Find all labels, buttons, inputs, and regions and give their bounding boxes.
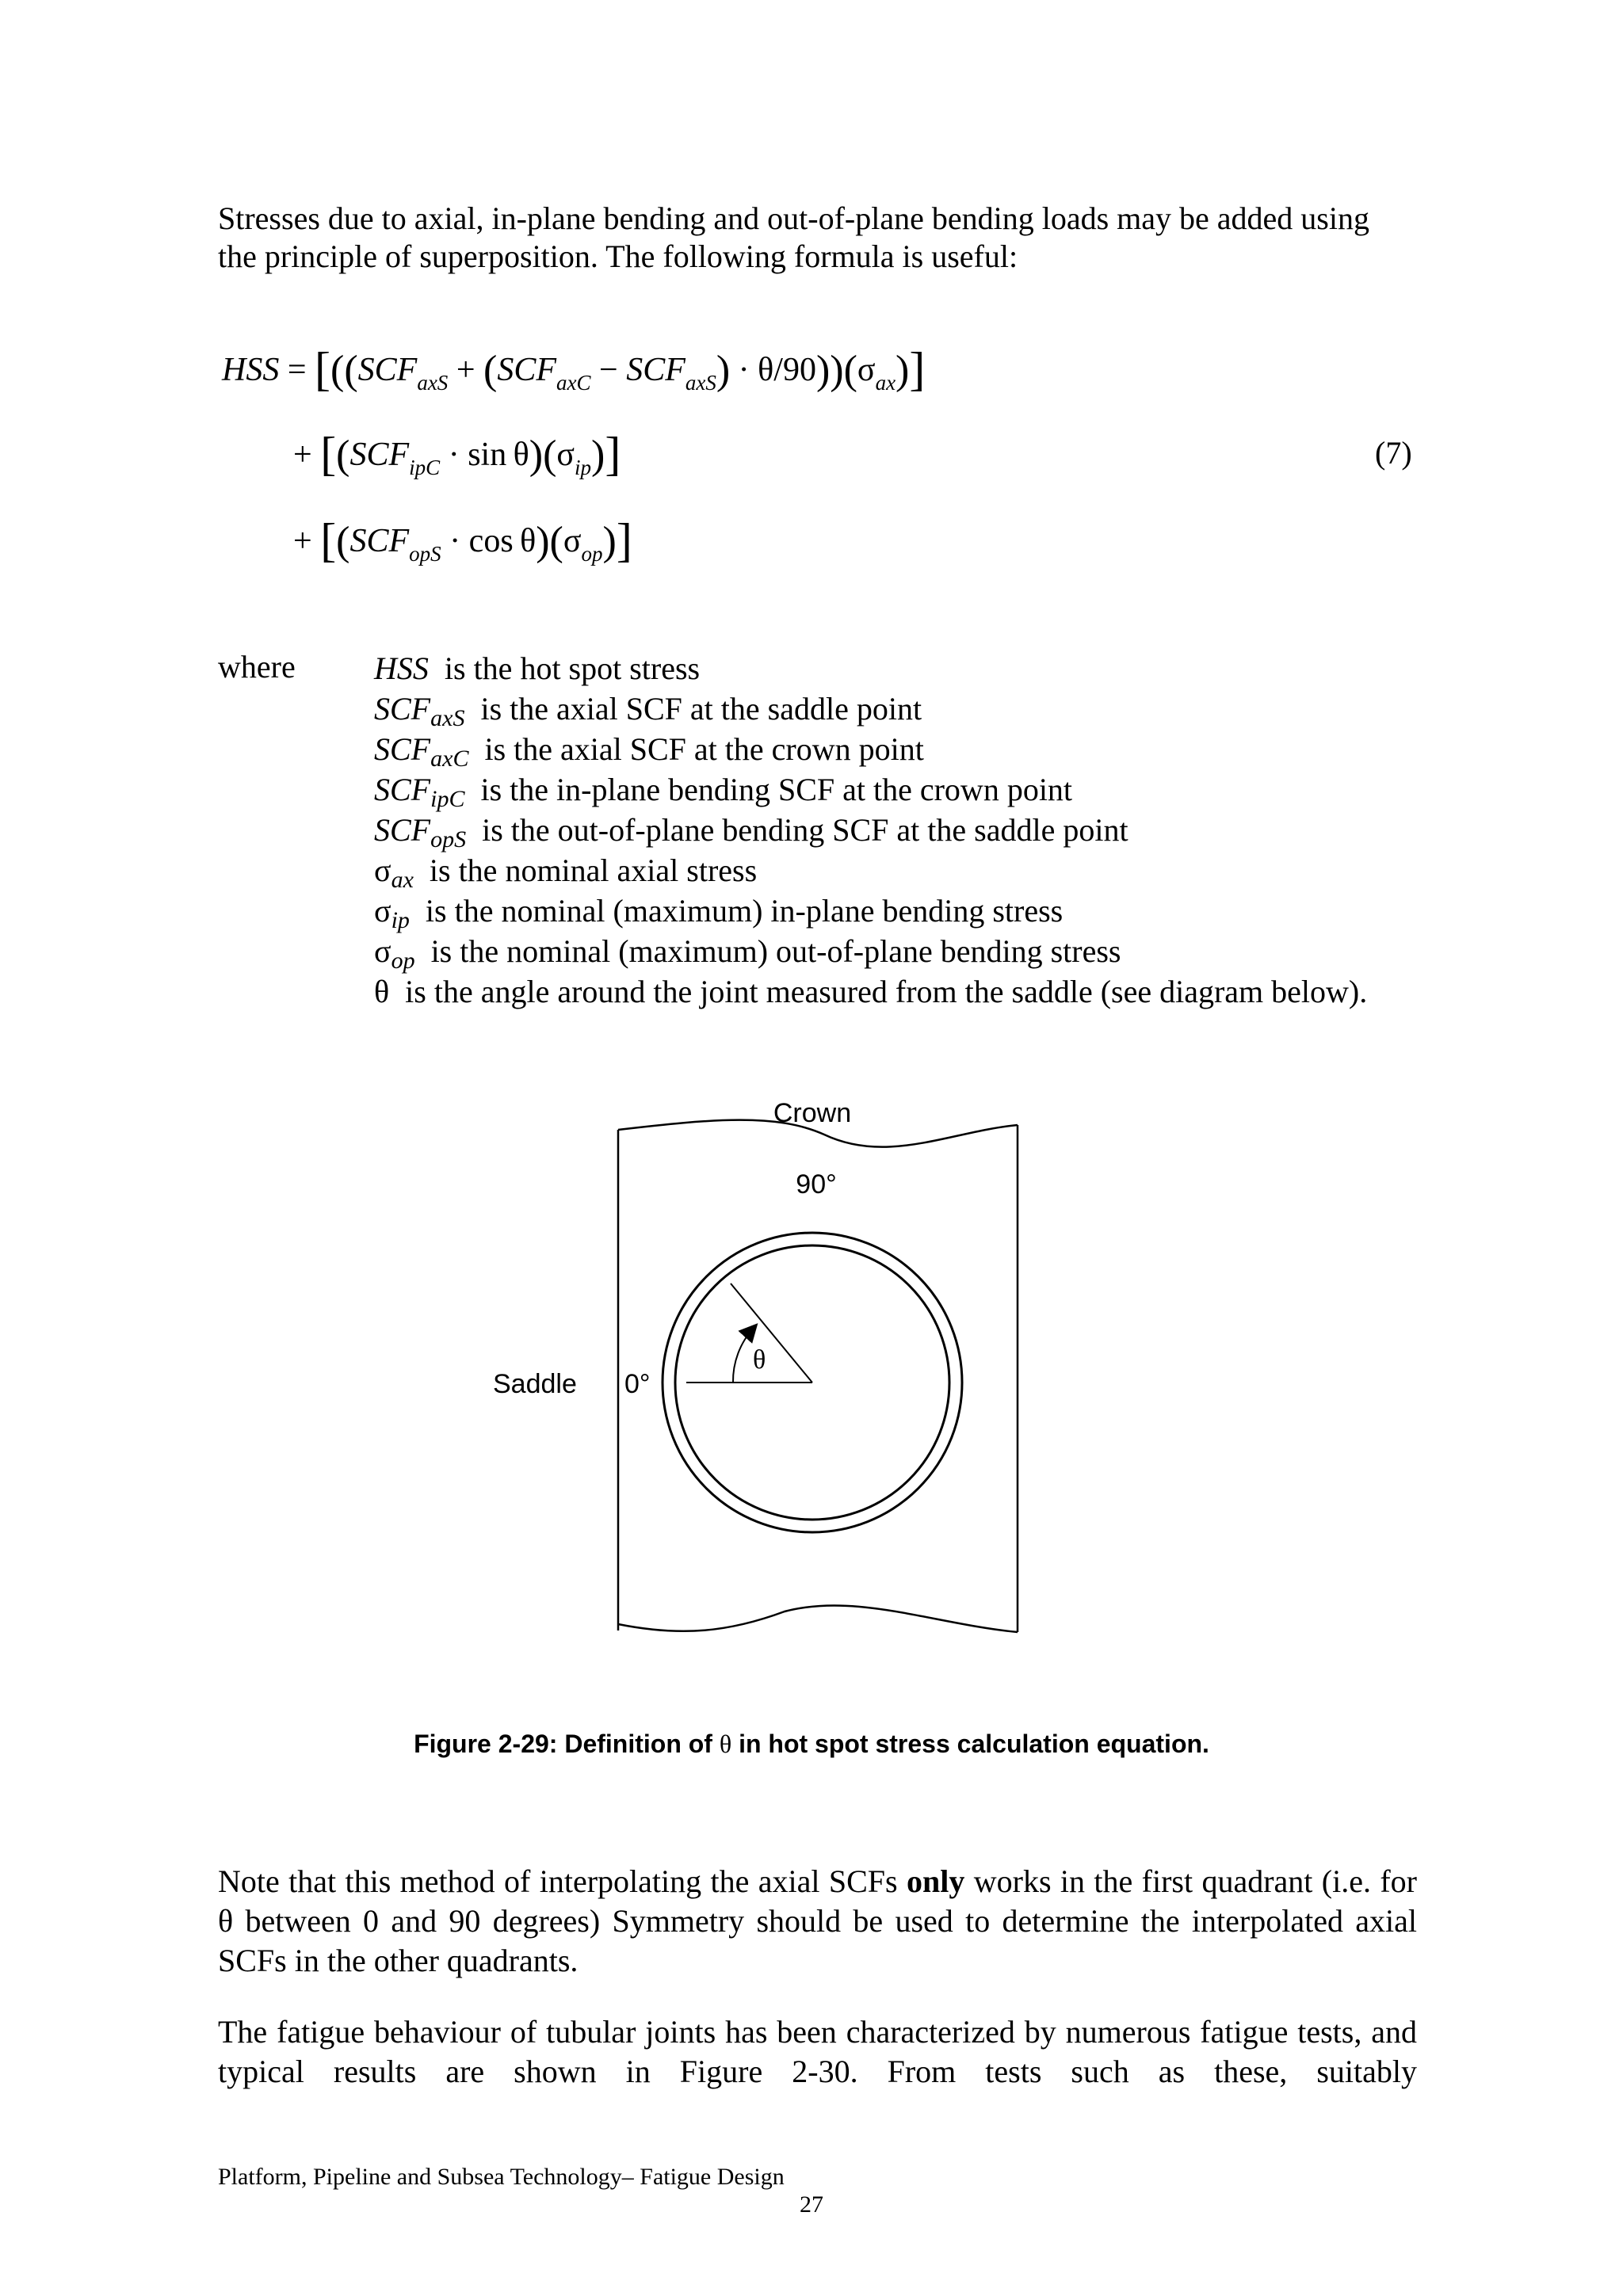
eq-sigma-op: σ [563,523,582,559]
definition-sigma-ip: $\sigma_{ip}$ is the nominal (maximum) in-plane bending stress [374,893,1064,933]
note-bold-only: only [907,1863,965,1899]
equation-number: (7) [1375,435,1412,471]
definition-hss: HSS is the hot spot stress [374,650,701,686]
footer-title: Platform, Pipeline and Subsea Technology– Fatigue Design [218,2164,785,2190]
intro-paragraph [218,200,1417,276]
eq-sigma-ax: σ [857,352,876,388]
page-number: 27 [800,2191,823,2218]
definition-sigma-op: $\sigma_{op}$ is the nominal (maximum) out-of-plane bending stress [374,933,1121,974]
theta-angle-lines [686,1283,812,1383]
fatigue-paragraph: The fatigue behaviour of tubular joints has been characterized by numerous fatigue tests, and typical results are shown in Figure 2-30. From tests such as these, suitably [218,2014,1417,2089]
definition-sigma-ax: $\sigma_{ax}$ is the nominal axial stress [374,852,758,893]
definition-scf-axs: $SCF_{axS}$ is the axial SCF at the saddle point [374,691,922,731]
eq-scf-axs: SCF [357,352,418,388]
definition-scf-ops: $SCF_{opS}$ is the out-of-plane bending SCF at the saddle point [374,812,1128,852]
equation-line-3: + $[(SCF_{opS} \cdot \cos \theta)(\sigma_{op})]$ [293,514,632,566]
eq-cos: cos [468,523,514,559]
eq-scf-ipc: SCF [349,437,410,473]
intro-line-2: the principle of superposition. The following formula is useful: [218,238,1018,274]
label-90-degrees: 90° [796,1169,837,1199]
brace-circles [663,1233,962,1532]
figure-caption: Figure 2-29: Definition of θ in hot spot stress calculation equation. [414,1730,1209,1758]
note-paragraph: Note that this method of interpolating the axial SCFs only works in the first quadrant (i.e. for θ between 0 and 90 degrees) Symmetry should be used to determine the interpolated axial SCFs in the other quadrants. [218,1863,1417,1978]
equation-line-2: + $[(SCF_{ipC} \cdot \sin \theta)(\sigma_{ip})]$ [293,428,621,480]
definition-scf-ipc: $SCF_{ipC}$ is the in-plane bending SCF at the crown point [374,772,1073,812]
eq-angle-term: θ/90 [758,352,816,388]
label-crown: Crown [773,1098,852,1128]
eq-sin: sin [468,437,507,473]
eq-sigma-ip: σ [556,437,575,473]
eq-scf-axc: SCF [497,352,556,388]
definition-list [374,648,1367,1012]
eq-hss: HSS [222,352,280,388]
definition-theta: θ is the angle around the joint measured from the saddle (see diagram below). [374,974,1368,1009]
label-theta: θ [753,1345,766,1375]
eq-scf-ops: SCF [349,523,410,559]
label-saddle: Saddle [493,1369,577,1399]
intro-line-1: Stresses due to axial, in-plane bending and out-of-plane bending loads may be added using [218,200,1369,236]
where-label: where [218,649,296,685]
equation-line-1: HSS = $[((SCF_{axS} + (SCF_{axC} - SCF_{axS}) \cdot \theta/90))(\sigma_{ax})]$ [222,343,926,395]
definition-scf-axc: $SCF_{axC}$ is the axial SCF at the crown point [374,731,924,772]
chord-outline [618,1120,1018,1632]
label-0-degrees: 0° [624,1369,651,1399]
